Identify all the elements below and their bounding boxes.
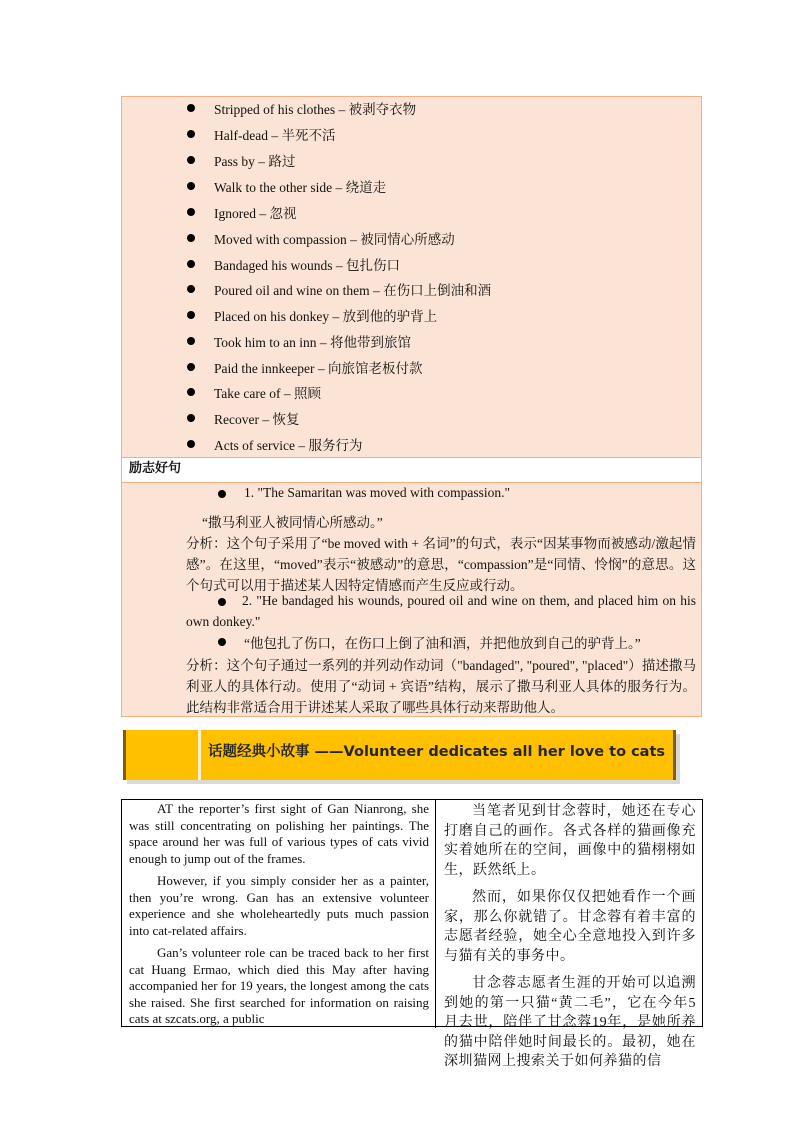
vocab-text: Took him to an inn – 将他带到旅馆 — [214, 335, 412, 350]
bullet-icon — [187, 440, 195, 448]
quote-2-analysis: 分析：这个句子通过一系列的并列动作动词（"bandaged", "poured", "placed"）描述撒马利亚人的具体行动。使用了“动词 + 宾语”结构，展示了撒马利亚人具体的服务行为。此结构非常适合用于讲述某人采取了哪些具体行动来帮助他人。 — [186, 658, 696, 715]
vocab-text: Ignored – 忽视 — [214, 206, 297, 221]
story-table — [121, 799, 703, 1069]
vocab-text: Stripped of his clothes – 被剥夺衣物 — [214, 102, 417, 117]
english-column — [129, 801, 429, 1034]
quote-1-chinese: “撒马利亚人被同情心所感动。” — [202, 515, 383, 530]
bullet-icon — [187, 388, 195, 396]
vocabulary-box — [121, 96, 702, 458]
english-paragraph: Gan’s volunteer role can be traced back to her first cat Huang Ermao, which died this May after having accompanied her for 19 years, the longest among the cats she raised. She first searched for information on raising cats at szcats.org, a public — [129, 945, 429, 1026]
column-divider — [435, 800, 436, 1028]
bullet-icon — [187, 130, 195, 138]
bullet-icon — [187, 234, 195, 242]
chinese-paragraph: 当笔者见到甘念蓉时，她还在专心打磨自己的画作。各式各样的猫画像充实着她所在的空间，画像中的猫栩栩如生，跃然纸上。 — [444, 804, 696, 878]
vocab-text: Take care of – 照顾 — [214, 386, 322, 401]
chinese-paragraph: 甘念蓉志愿者生涯的开始可以追溯到她的第一只猫“黄二毛”，它在今年5月去世，陪伴了甘念蓉19年，是她所养的猫中陪伴她时间最长的。最初，她在深圳猫网上搜索关于如何养猫的信 — [444, 976, 696, 1069]
quote-2-english: 2. "He bandaged his wounds, poured oil and wine on them, and placed him on his own donkey." — [186, 593, 696, 629]
vocab-text: Recover – 恢复 — [214, 412, 300, 427]
bullet-icon — [187, 414, 195, 422]
vocab-text: Pass by – 路过 — [214, 154, 296, 169]
bullet-icon — [187, 311, 195, 319]
bullet-icon — [187, 285, 195, 293]
english-paragraph: However, if you simply consider her as a painter, then you’re wrong. Gan has an extensive volunteer experience and she wholeheartedly puts much passion into cat-related affairs. — [129, 873, 429, 938]
section-header: 励志好句 — [121, 458, 702, 482]
bullet-icon — [187, 104, 195, 112]
english-paragraph: AT the reporter’s first sight of Gan Nianrong, she was still concentrating on polishing her paintings. The space around her was full of various types of cats vivid enough to jump out of the frames. — [129, 801, 429, 866]
bullet-icon — [187, 156, 195, 164]
banner-divider — [198, 730, 201, 780]
chinese-column — [444, 802, 696, 1080]
story-banner — [123, 730, 676, 780]
vocab-text: Acts of service – 服务行为 — [214, 438, 363, 453]
quote-1-english: 1. "The Samaritan was moved with compassion." — [244, 485, 510, 500]
quote-1-analysis: 分析：这个句子采用了“be moved with + 名词”的句式，表示“因某事物而被感动/激起情感”。在这里，“moved”表示“被感动”的意思，“compassion”是“同情、怜悯”的意思。这个句式可以用于描述某人因特定情感而产生反应或行动。 — [186, 536, 696, 593]
bullet-icon — [187, 363, 195, 371]
vocab-text: Paid the innkeeper – 向旅馆老板付款 — [214, 361, 423, 376]
bullet-icon — [218, 638, 226, 646]
quote-box — [121, 482, 702, 717]
vocab-text: Walk to the other side – 绕道走 — [214, 180, 387, 195]
bullet-icon — [187, 182, 195, 190]
vocab-text: Placed on his donkey – 放到他的驴背上 — [214, 309, 438, 324]
bullet-icon — [218, 490, 226, 498]
vocab-text: Moved with compassion – 被同情心所感动 — [214, 232, 455, 247]
bullet-icon — [187, 208, 195, 216]
bullet-icon — [187, 260, 195, 268]
banner-title: 话题经典小故事 ——Volunteer dedicates all her love to cats — [208, 744, 666, 760]
chinese-paragraph: 然而，如果你仅仅把她看作一个画家，那么你就错了。甘念蓉有着丰富的志愿者经验，她全心全意地投入到许多与猫有关的事务中。 — [444, 890, 696, 964]
vocab-text: Bandaged his wounds – 包扎伤口 — [214, 258, 400, 273]
vocab-text: Poured oil and wine on them – 在伤口上倒油和酒 — [214, 283, 492, 298]
bullet-icon — [187, 337, 195, 345]
vocab-text: Half-dead – 半死不活 — [214, 128, 336, 143]
quote-2-chinese: “他包扎了伤口，在伤口上倒了油和酒，并把他放到自己的驴背上。” — [244, 636, 641, 651]
